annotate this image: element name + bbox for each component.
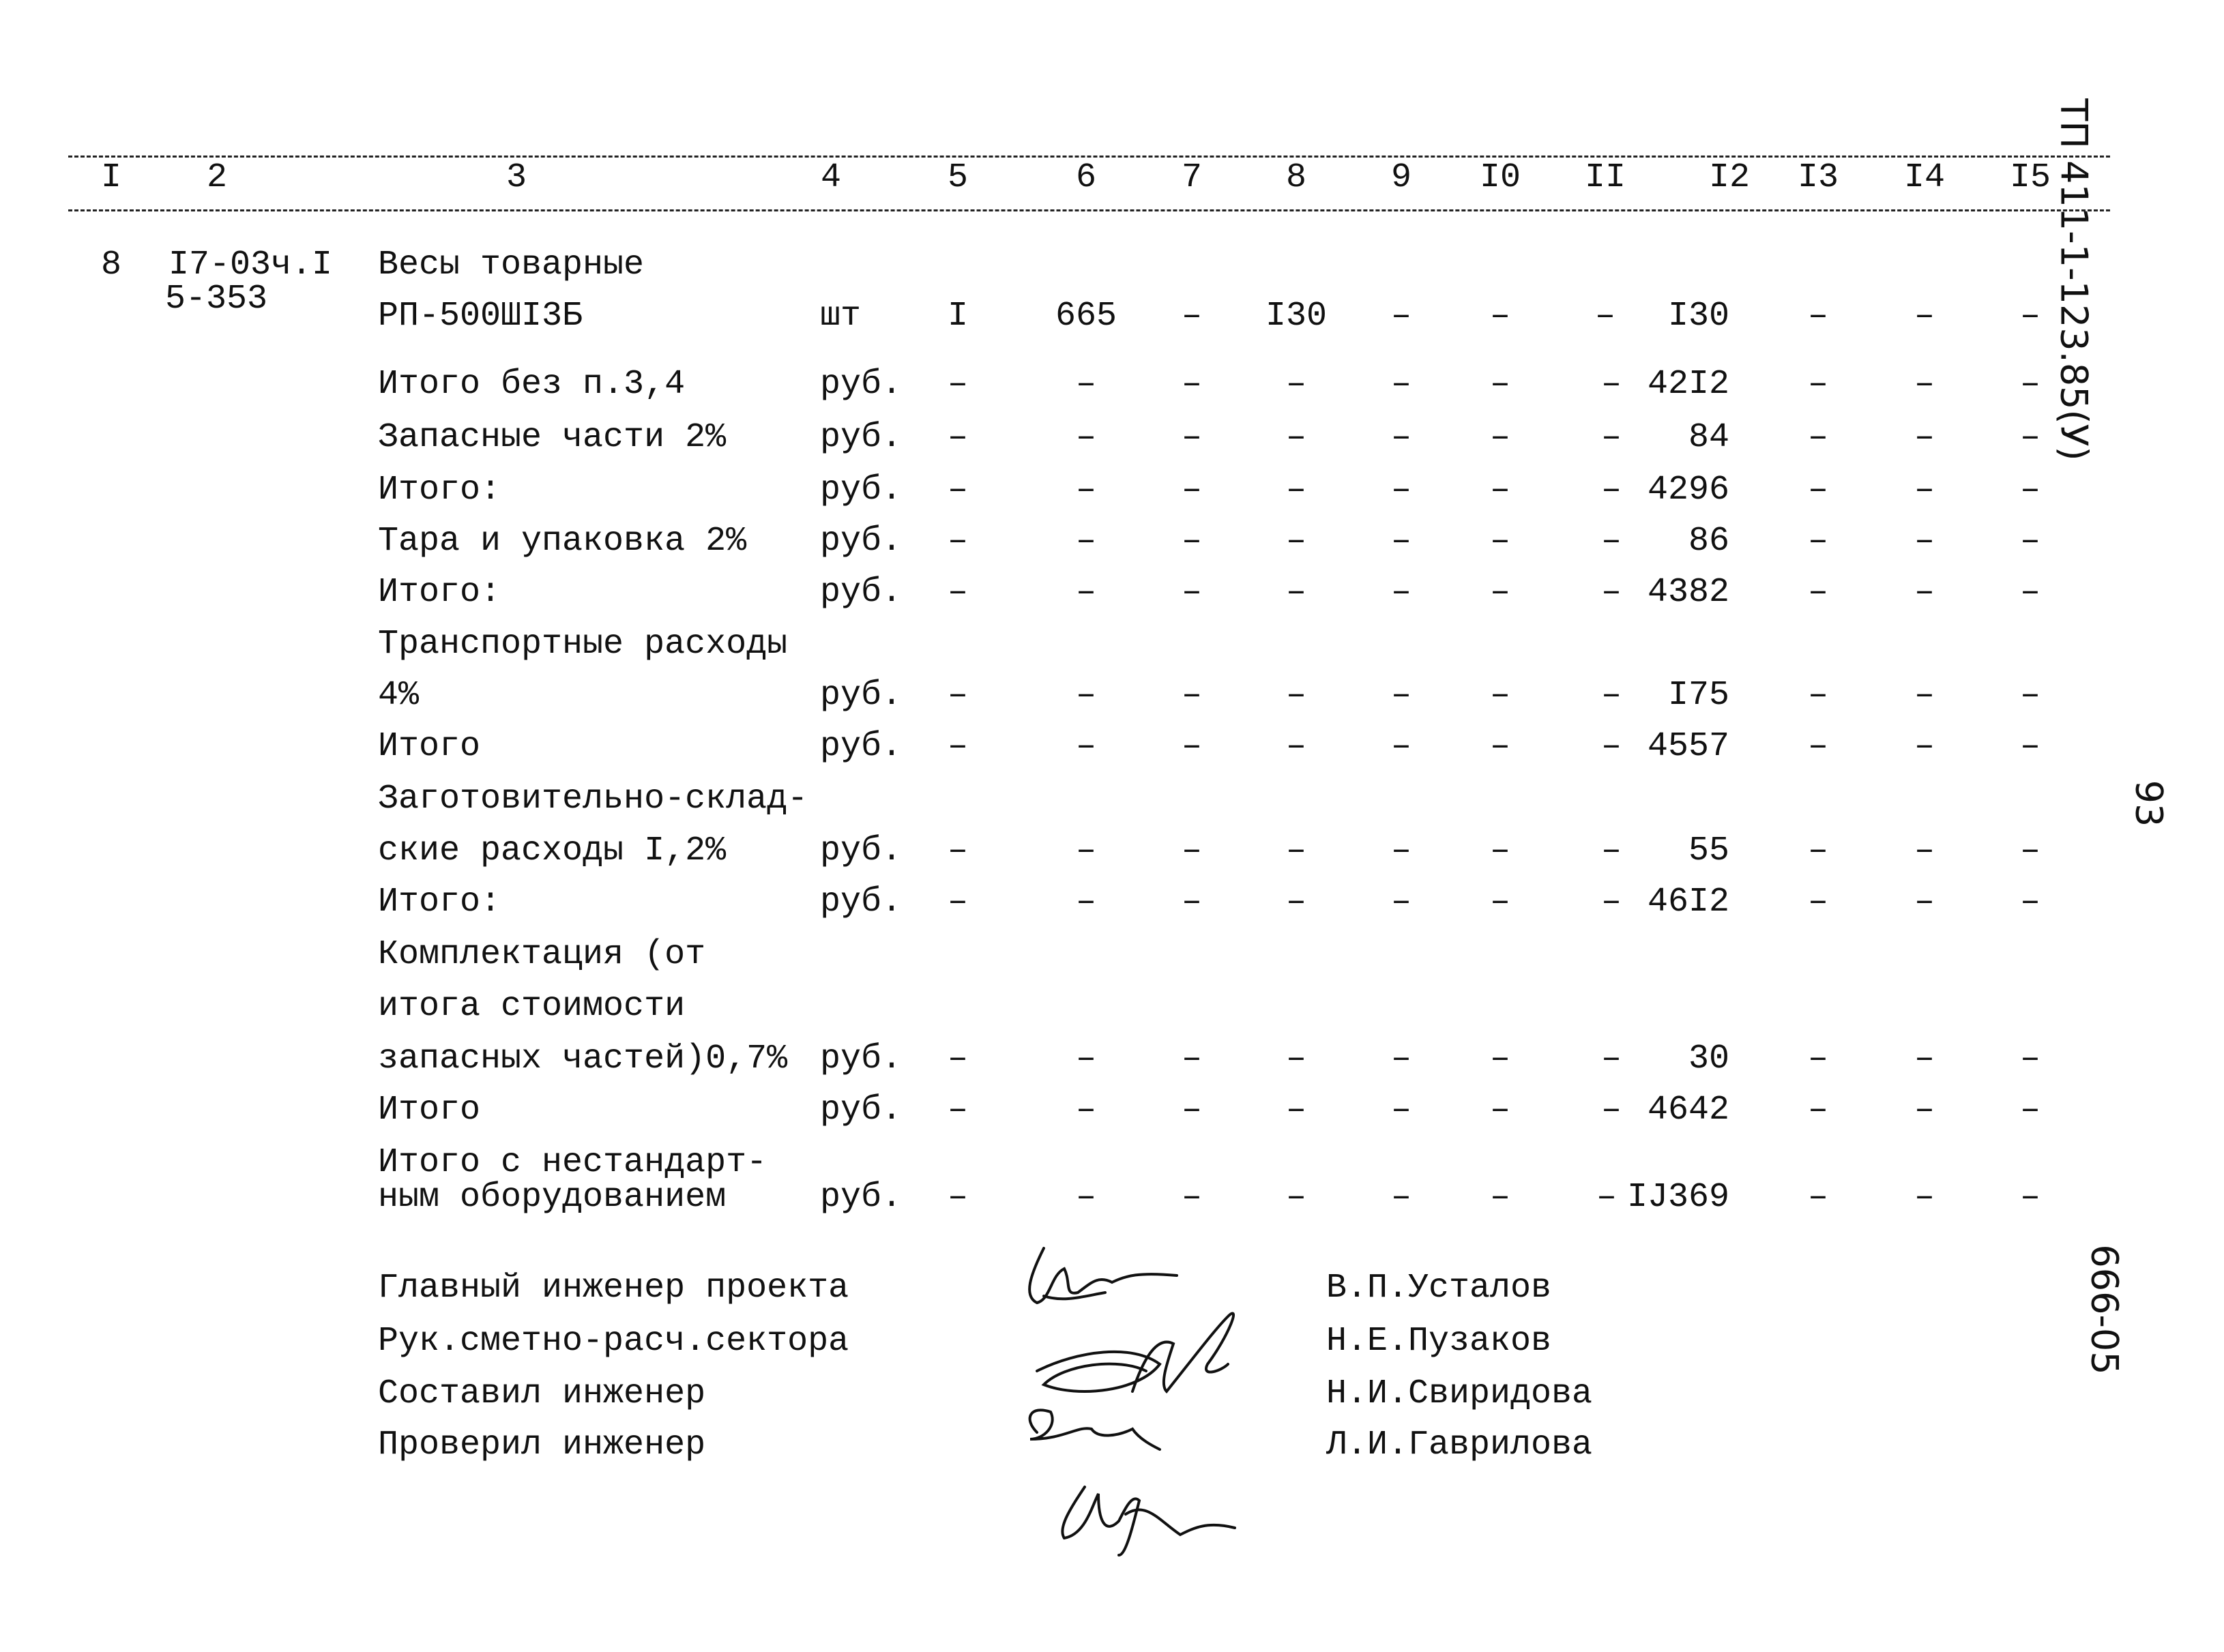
row-dash-col15: –	[2019, 573, 2041, 612]
row-dash-col8: –	[1285, 883, 1307, 921]
signature-ustalov	[1029, 1248, 1177, 1303]
row-dash-col11: –	[1600, 831, 1622, 870]
row-dash-col6: –	[1075, 676, 1097, 715]
item-name: Весы товарные	[378, 246, 645, 284]
signatory-name: Н.Е.Пузаков	[1326, 1322, 1552, 1361]
item-value-col8: I30	[1265, 297, 1328, 336]
row-dash-col5: –	[947, 1039, 969, 1078]
row-dash-col8: –	[1285, 573, 1307, 612]
row-dash-col10: –	[1489, 831, 1511, 870]
column-header-5: 5	[947, 158, 969, 197]
row-dash-col8: –	[1285, 522, 1307, 561]
row-dash-col10: –	[1489, 365, 1511, 404]
row-unit: руб.	[820, 365, 903, 404]
row-dash-col6: –	[1075, 831, 1097, 870]
project-code-margin: ТП 411-1-123.85(У)	[2052, 98, 2096, 461]
signatory-role: Проверил инженер	[378, 1426, 706, 1464]
row-dash-col7: –	[1181, 883, 1203, 921]
column-header-1: I	[100, 158, 122, 197]
row-dash-col5: –	[947, 831, 969, 870]
row-dash-col8: –	[1285, 1091, 1307, 1130]
row-label: Итого:	[378, 471, 501, 510]
column-header-7: 7	[1181, 158, 1203, 197]
item-price-ref: 5-353	[165, 280, 268, 319]
row-dash-col15: –	[2019, 1178, 2041, 1217]
row-dash-col10: –	[1489, 471, 1511, 510]
row-dash-col5: –	[947, 883, 969, 921]
row-label: Заготовительно-склад-	[378, 780, 808, 818]
row-dash-col7: –	[1181, 573, 1203, 612]
row-dash-col5: –	[947, 676, 969, 715]
row-dash-col8: –	[1285, 727, 1307, 766]
row-dash-col11: –	[1600, 418, 1622, 457]
signature-gavrilova	[1062, 1487, 1235, 1555]
column-header-4: 4	[820, 158, 842, 197]
row-dash-col7: –	[1181, 365, 1203, 404]
column-header-10: I0	[1479, 158, 1521, 197]
row-dash-col10: –	[1489, 573, 1511, 612]
row-dash-col11: –	[1600, 522, 1622, 561]
row-dash-col5: –	[947, 573, 969, 612]
item-value-col7: –	[1181, 297, 1203, 336]
column-header-11: II	[1584, 158, 1626, 197]
row-unit: руб.	[820, 883, 903, 921]
row-dash-col9: –	[1390, 1178, 1412, 1217]
row-unit: руб.	[820, 676, 903, 715]
row-dash-col6: –	[1075, 418, 1097, 457]
row-dash-col14: –	[1914, 573, 1935, 612]
row-unit: руб.	[820, 1178, 903, 1217]
signatory-name: Л.И.Гаврилова	[1326, 1426, 1593, 1464]
item-value-col15: –	[2019, 297, 2041, 336]
row-label: Итого	[378, 1091, 481, 1130]
row-unit: руб.	[820, 418, 903, 457]
row-total: I75	[1667, 676, 1729, 715]
row-dash-col5: –	[947, 365, 969, 404]
row-dash-col15: –	[2019, 676, 2041, 715]
row-dash-col14: –	[1914, 1091, 1935, 1130]
row-dash-col10: –	[1489, 522, 1511, 561]
row-dash-col15: –	[2019, 1091, 2041, 1130]
row-unit: руб.	[820, 573, 903, 612]
signatory-name: В.П.Усталов	[1326, 1269, 1552, 1308]
row-dash-col5: –	[947, 1091, 969, 1130]
row-dash-col11: –	[1600, 676, 1622, 715]
row-total: 86	[1688, 522, 1729, 561]
column-header-3: 3	[506, 158, 527, 197]
item-value-col13: –	[1807, 297, 1829, 336]
row-dash-col14: –	[1914, 522, 1935, 561]
row-dash-col5: –	[947, 727, 969, 766]
row-total: 4296	[1647, 471, 1729, 510]
signatory-role: Рук.сметно-расч.сектора	[378, 1322, 849, 1361]
row-dash-col11: –	[1600, 727, 1622, 766]
row-dash-col8: –	[1285, 1178, 1307, 1217]
row-label: 4%	[378, 676, 420, 715]
row-dash-col6: –	[1075, 573, 1097, 612]
row-dash-col10: –	[1489, 727, 1511, 766]
row-label: ские расходы I,2%	[378, 831, 727, 870]
row-total: 84	[1688, 418, 1729, 457]
row-dash-col13: –	[1807, 883, 1829, 921]
row-dash-col9: –	[1390, 676, 1412, 715]
row-dash-col14: –	[1914, 471, 1935, 510]
signatory-name: Н.И.Свиридова	[1326, 1374, 1593, 1413]
row-dash-col6: –	[1075, 883, 1097, 921]
row-unit: руб.	[820, 471, 903, 510]
row-dash-col9: –	[1390, 573, 1412, 612]
row-label: итога стоимости	[378, 987, 686, 1026]
row-unit: руб.	[820, 831, 903, 870]
column-header-13: I3	[1797, 158, 1839, 197]
row-dash-col7: –	[1181, 1091, 1203, 1130]
row-dash-col10: –	[1489, 1039, 1511, 1078]
row-label: Итого без п.3,4	[378, 365, 686, 404]
row-dash-col11: –	[1600, 365, 1622, 404]
row-dash-col7: –	[1181, 1039, 1203, 1078]
row-dash-col14: –	[1914, 676, 1935, 715]
signature-puzakov	[1037, 1313, 1233, 1391]
column-header-8: 8	[1285, 158, 1307, 197]
row-label: ным оборудованием	[378, 1178, 727, 1217]
row-dash-col15: –	[2019, 471, 2041, 510]
row-dash-col14: –	[1914, 1178, 1935, 1217]
row-label: Итого с нестандарт-	[378, 1143, 767, 1182]
row-label: Транспортные расходы	[378, 625, 788, 664]
column-header-15: I5	[2009, 158, 2051, 197]
row-label: Запасные части 2%	[378, 418, 727, 457]
row-dash-col7: –	[1181, 727, 1203, 766]
row-dash-col8: –	[1285, 418, 1307, 457]
row-total: 55	[1688, 831, 1729, 870]
page-number: 93	[2127, 780, 2171, 827]
row-label: Итого	[378, 727, 481, 766]
row-dash-col5: –	[947, 418, 969, 457]
row-dash-col10: –	[1489, 1178, 1511, 1217]
row-dash-col13: –	[1807, 1178, 1829, 1217]
row-dash-col10: –	[1489, 883, 1511, 921]
row-dash-col15: –	[2019, 883, 2041, 921]
row-dash-col7: –	[1181, 418, 1203, 457]
row-dash-col9: –	[1390, 727, 1412, 766]
row-dash-col9: –	[1390, 471, 1412, 510]
signatory-role: Составил инженер	[378, 1374, 706, 1413]
row-dash-col11: –	[1600, 573, 1622, 612]
row-total: 46I2	[1647, 883, 1729, 921]
signature-sviridova	[1030, 1410, 1160, 1449]
row-dash-col13: –	[1807, 573, 1829, 612]
row-dash-col15: –	[2019, 831, 2041, 870]
row-label: Итого:	[378, 883, 501, 921]
item-value-col14: –	[1914, 297, 1935, 336]
row-dash-col8: –	[1285, 471, 1307, 510]
row-dash-col7: –	[1181, 831, 1203, 870]
row-dash-col6: –	[1075, 522, 1097, 561]
row-total: 42I2	[1647, 365, 1729, 404]
item-model: РП-500ШI3Б	[378, 297, 583, 336]
row-label: Тара и упаковка 2%	[378, 522, 747, 561]
item-value-col6: 665	[1055, 297, 1117, 336]
row-dash-col9: –	[1390, 831, 1412, 870]
row-dash-col10: –	[1489, 418, 1511, 457]
row-dash-col5: –	[947, 471, 969, 510]
column-header-6: 6	[1075, 158, 1097, 197]
row-dash-col13: –	[1807, 676, 1829, 715]
row-dash-col15: –	[2019, 418, 2041, 457]
row-dash-col10: –	[1489, 676, 1511, 715]
header-bottom-rule	[68, 209, 2110, 211]
item-value-col5: I	[947, 297, 969, 336]
row-dash-col13: –	[1807, 1091, 1829, 1130]
item-number: 8	[100, 246, 122, 284]
item-code: I7-03ч.I	[169, 246, 333, 284]
row-dash-col7: –	[1181, 471, 1203, 510]
row-dash-col9: –	[1390, 418, 1412, 457]
row-dash-col11: –	[1596, 1178, 1618, 1217]
row-total: IJ369	[1626, 1178, 1729, 1217]
header-top-rule	[68, 156, 2110, 158]
row-dash-col8: –	[1285, 676, 1307, 715]
row-dash-col14: –	[1914, 831, 1935, 870]
row-dash-col13: –	[1807, 831, 1829, 870]
row-dash-col11: –	[1600, 1039, 1622, 1078]
row-dash-col11: –	[1600, 883, 1622, 921]
item-value-col9: –	[1390, 297, 1412, 336]
row-dash-col14: –	[1914, 365, 1935, 404]
row-dash-col13: –	[1807, 1039, 1829, 1078]
row-dash-col8: –	[1285, 831, 1307, 870]
row-dash-col8: –	[1285, 365, 1307, 404]
row-dash-col11: –	[1600, 471, 1622, 510]
row-dash-col10: –	[1489, 1091, 1511, 1130]
column-header-12: I2	[1708, 158, 1751, 197]
row-unit: руб.	[820, 1091, 903, 1130]
row-dash-col6: –	[1075, 727, 1097, 766]
row-dash-col5: –	[947, 522, 969, 561]
row-dash-col13: –	[1807, 365, 1829, 404]
row-dash-col9: –	[1390, 522, 1412, 561]
row-dash-col5: –	[947, 1178, 969, 1217]
row-total: 4557	[1647, 727, 1729, 766]
column-header-2: 2	[206, 158, 228, 197]
row-dash-col13: –	[1807, 418, 1829, 457]
row-dash-col7: –	[1181, 676, 1203, 715]
row-label: Комплектация (от	[378, 935, 706, 974]
row-dash-col15: –	[2019, 365, 2041, 404]
row-dash-col11: –	[1600, 1091, 1622, 1130]
row-unit: руб.	[820, 522, 903, 561]
row-dash-col9: –	[1390, 1039, 1412, 1078]
sheet-code-margin: 666-05	[2083, 1244, 2126, 1375]
row-dash-col8: –	[1285, 1039, 1307, 1078]
row-dash-col15: –	[2019, 1039, 2041, 1078]
item-value-col12: I30	[1667, 297, 1729, 336]
row-dash-col13: –	[1807, 471, 1829, 510]
item-value-col11: –	[1594, 297, 1616, 336]
row-unit: руб.	[820, 727, 903, 766]
item-value-col10: –	[1489, 297, 1511, 336]
row-dash-col7: –	[1181, 1178, 1203, 1217]
row-dash-col15: –	[2019, 727, 2041, 766]
row-dash-col14: –	[1914, 727, 1935, 766]
row-dash-col9: –	[1390, 365, 1412, 404]
row-dash-col14: –	[1914, 883, 1935, 921]
row-dash-col6: –	[1075, 365, 1097, 404]
column-header-9: 9	[1390, 158, 1412, 197]
row-total: 4642	[1647, 1091, 1729, 1130]
row-label: запасных частей)0,7%	[378, 1039, 788, 1078]
row-dash-col6: –	[1075, 1091, 1097, 1130]
row-dash-col6: –	[1075, 1039, 1097, 1078]
row-dash-col13: –	[1807, 727, 1829, 766]
row-unit: руб.	[820, 1039, 903, 1078]
row-dash-col7: –	[1181, 522, 1203, 561]
row-total: 4382	[1647, 573, 1729, 612]
item-unit: шт	[820, 297, 862, 336]
handwritten-signatures	[1023, 1235, 1296, 1562]
row-dash-col9: –	[1390, 1091, 1412, 1130]
row-label: Итого:	[378, 573, 501, 612]
row-dash-col9: –	[1390, 883, 1412, 921]
row-dash-col14: –	[1914, 418, 1935, 457]
column-header-14: I4	[1903, 158, 1946, 197]
row-total: 30	[1688, 1039, 1729, 1078]
row-dash-col6: –	[1075, 1178, 1097, 1217]
row-dash-col13: –	[1807, 522, 1829, 561]
row-dash-col14: –	[1914, 1039, 1935, 1078]
row-dash-col6: –	[1075, 471, 1097, 510]
row-dash-col15: –	[2019, 522, 2041, 561]
signatory-role: Главный инженер проекта	[378, 1269, 849, 1308]
